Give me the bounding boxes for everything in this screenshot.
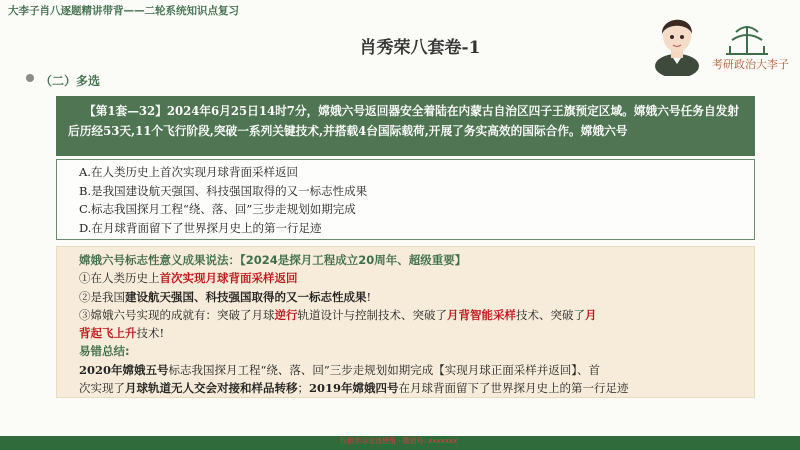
mistake-heading-text: 易错总结: [79, 344, 130, 359]
logo-label: 考研政治大李子 [712, 58, 789, 71]
analysis-heading-text: 嫦娥六号标志性意义成果说法： [79, 253, 240, 267]
point-3 [79, 306, 754, 324]
point-3-red-1: 逆行 [274, 307, 298, 322]
analysis-heading [79, 251, 754, 269]
point-3-d: 技术! [136, 326, 165, 341]
point-3-a: ③嫦娥六号实现的成就有：突破了月球 [79, 307, 275, 322]
mistake-2-bold-2: 2019年嫦娥四号 [309, 381, 399, 396]
point-2-end: ! [366, 289, 372, 304]
mistake-1 [79, 361, 754, 379]
point-1 [79, 269, 754, 287]
question-tag: 【第1套—32】 [84, 104, 167, 118]
avatar [653, 8, 701, 76]
analysis-box [56, 246, 755, 398]
options-box [56, 159, 755, 240]
point-3-b: 轨道设计与控制技术、突破了 [297, 307, 447, 322]
point-2-pre: ②是我国 [79, 289, 125, 304]
option-b[interactable]: B.是我国建设航天强国、科技强国取得的又一标志性成果 [79, 183, 368, 198]
point-3-cont [79, 324, 754, 342]
point-3-red-4: 背起飞上升 [79, 326, 137, 341]
watermark: 仅供学习交流使用 · 微信号: xxxxxxx [340, 437, 458, 445]
mistake-2-a: 次实现了 [79, 381, 125, 396]
point-1-pre: ①在人类历史上 [79, 271, 160, 286]
bullet-icon [26, 74, 34, 82]
section-heading [40, 72, 100, 89]
mistake-1-bold: 2020年嫦娥五号 [79, 362, 169, 377]
slide-title: 肖秀荣八套卷-1 [359, 38, 481, 58]
mistake-heading [79, 342, 754, 360]
question-text: 2024年6月25日14时7分，嫦娥六号返回器安全着陆在内蒙古自治区四子王旗预定区域。嫦娥六号任务自发射后历经53天,11个飞行阶段,突破一系列关键技术,并搭载4台国际载荷,开展了务实高效的国际合作。嫦娥六号 [68, 104, 740, 138]
mistake-2 [79, 379, 754, 397]
mistake-2-c: ； [297, 381, 309, 396]
point-3-c: 技术、突破了 [516, 307, 585, 322]
mistake-1-text: 标志我国探月工程“绕、落、回”三步走规划如期完成【实现月球正面采样并返回】、首 [168, 362, 601, 377]
point-1-highlight: 首次实现月球背面采样返回 [159, 271, 298, 286]
section-label: （二）多选 [40, 74, 101, 88]
mistake-2-d: 在月球背面留下了世界探月史上的第一行足迹 [398, 381, 629, 396]
point-3-red-3: 月 [585, 307, 597, 322]
option-d[interactable]: D.在月球背面留下了世界探月史上的第一行足迹 [79, 220, 322, 235]
option-a[interactable]: A.在人类历史上首次实现月球背面采样返回 [79, 165, 298, 179]
option-c[interactable]: C.标志我国探月工程“绕、落、回”三步走规划如期完成 [79, 202, 356, 216]
course-title: 大李子肖八逐题精讲带背——二轮系统知识点复习 [8, 5, 239, 17]
point-3-red-2: 月背智能采样 [447, 307, 516, 322]
question-box [56, 96, 755, 156]
point-2 [79, 288, 754, 306]
analysis-heading-note: 【2024是探月工程成立20周年、超级重要】 [240, 253, 467, 267]
mistake-2-bold: 月球轨道无人交会对接和样品转移 [125, 381, 298, 396]
point-2-bold: 建设航天强国、科技强国取得的又一标志性成果 [125, 289, 367, 304]
